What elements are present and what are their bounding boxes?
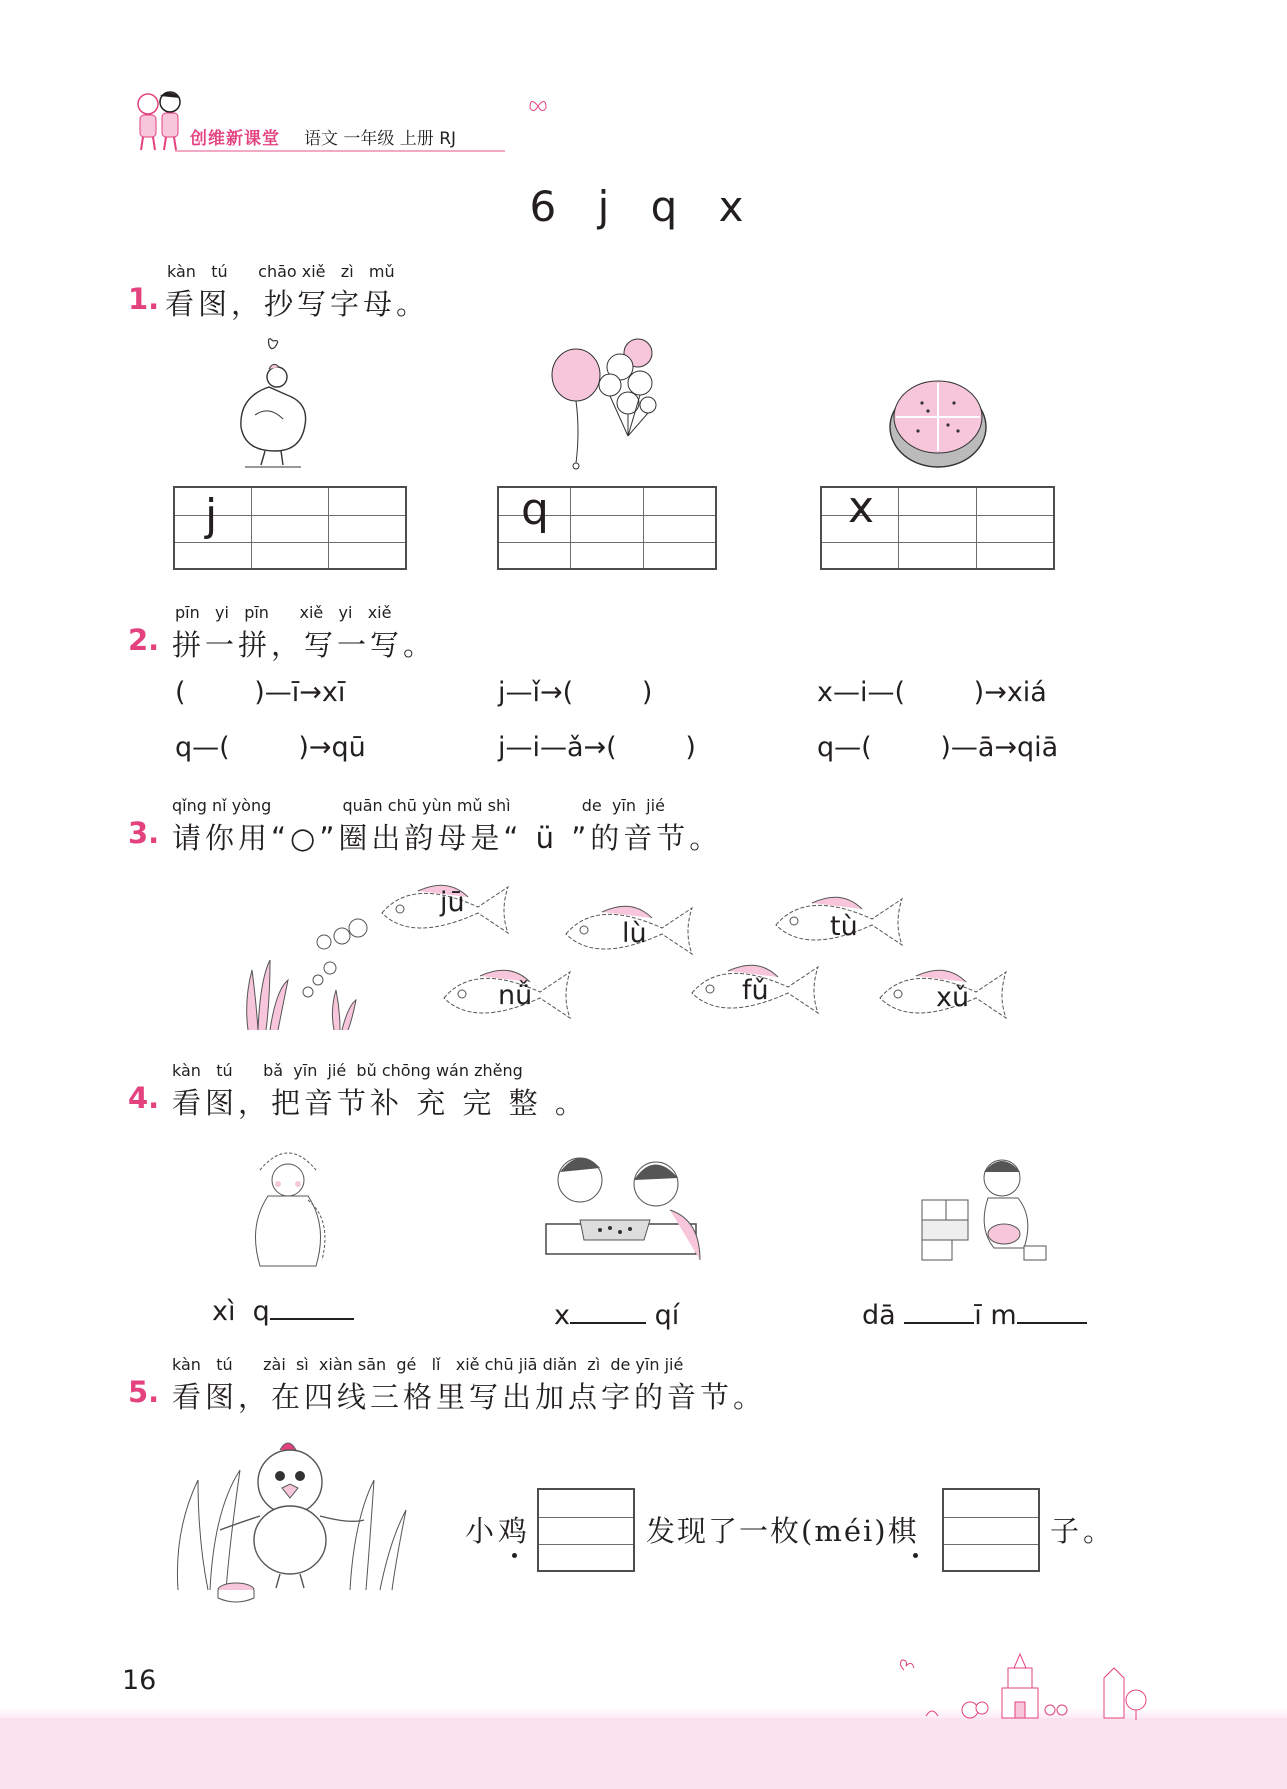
q2-instruction: 拼一拼，写一写。 (172, 628, 437, 662)
q3-instruction: 请你用“○”圈出韵母是“ ü ”的音节。 (172, 821, 723, 855)
child-blocks-illustration (918, 1150, 1048, 1266)
header-subtitle: 语文 一年级 上册 RJ (304, 129, 457, 149)
q5-sentence-a: 小鸡 (465, 1514, 532, 1548)
children-chess-illustration (540, 1150, 710, 1266)
q4-answer-2[interactable]: x qí (554, 1300, 680, 1331)
q2-pinyin: pīn yi pīn xiě yi xiě (175, 603, 392, 622)
q4-blank-3[interactable] (904, 1322, 974, 1324)
header-divider (175, 150, 505, 152)
q5-sentence-c: 子。 (1050, 1514, 1117, 1548)
q5-sentence-b: 发现了一枚(méi)棋 (646, 1514, 919, 1548)
fish-tu[interactable] (772, 887, 912, 957)
q5-answer-box-1[interactable] (537, 1488, 635, 1572)
letter-q: q (521, 484, 549, 535)
q4-instruction: 看图，把音节补 充 完 整 。 (172, 1086, 588, 1120)
q1-pinyin: kàn tú chāo xiě zì mǔ (167, 262, 395, 281)
watermelon-illustration (888, 375, 988, 470)
q5-pinyin: kàn tú zài sì xiàn sān gé lǐ xiě chū jiā diǎn zì de yīn jié (172, 1355, 684, 1374)
emphasis-dot-2 (913, 1553, 918, 1558)
footer-band (0, 1718, 1287, 1789)
opera-figure-illustration (238, 1140, 338, 1270)
q4-blank-1[interactable] (270, 1318, 354, 1320)
q3-pinyin: qǐng nǐ yòng quān chū yùn mǔ shì de yīn jié (172, 796, 665, 815)
fish-label-lu: lù (622, 918, 647, 949)
fish-label-nv: nǚ (498, 980, 533, 1011)
q4-blank-4[interactable] (1017, 1322, 1087, 1324)
q2-number: 2. (128, 623, 160, 657)
q1-instruction: 看图，抄写字母。 (165, 287, 430, 321)
q2-item-1[interactable]: ( )—ī→xī (175, 677, 346, 708)
q2-item-3[interactable]: x—i—( )→xiá (817, 677, 1047, 708)
lesson-title: 6 j q x (529, 182, 758, 231)
q2-item-6[interactable]: q—( )—ā→qiā (817, 732, 1059, 763)
q4-answer-3[interactable]: dā ī m (862, 1300, 1087, 1331)
q1-grid-q[interactable] (497, 486, 717, 570)
letter-x: x (848, 482, 875, 533)
q5-instruction: 看图，在四线三格里写出加点字的音节。 (172, 1380, 767, 1414)
castle-icon (890, 1650, 1170, 1722)
q4-answer-1[interactable]: xì q (212, 1296, 354, 1327)
q3-number: 3. (128, 816, 160, 850)
fish-lu[interactable] (562, 896, 702, 966)
q2-item-5[interactable]: j—i—ǎ→( ) (498, 732, 696, 763)
q4-number: 4. (128, 1081, 160, 1115)
q5-number: 5. (128, 1375, 160, 1409)
q5-answer-box-2[interactable] (942, 1488, 1040, 1572)
emphasis-dot-1 (512, 1553, 517, 1558)
butterfly-icon (528, 98, 548, 114)
balloons-illustration (548, 333, 658, 473)
q1-grid-x[interactable] (820, 482, 1055, 570)
chick-illustration (170, 1430, 410, 1630)
seaweed-illustration (238, 870, 378, 1030)
q1-grid-j[interactable] (173, 486, 407, 570)
fish-nv[interactable] (440, 960, 580, 1030)
fish-label-ju: jū (440, 887, 465, 918)
q1-number: 1. (128, 282, 160, 316)
fish-ju[interactable] (378, 875, 518, 945)
letter-j: j (205, 490, 218, 541)
q4-pinyin: kàn tú bǎ yīn jié bǔ chōng wán zhěng (172, 1061, 523, 1080)
header-mascot-icon (128, 88, 188, 154)
page-number: 16 (122, 1665, 157, 1696)
q4-blank-2[interactable] (570, 1322, 646, 1324)
hen-illustration (225, 335, 315, 470)
header-brand: 创维新课堂 (190, 129, 280, 149)
q2-item-4[interactable]: q—( )→qū (175, 732, 366, 763)
fish-label-tu: tù (830, 911, 858, 942)
fish-xu[interactable] (876, 960, 1016, 1030)
q2-item-2[interactable]: j—ǐ→( ) (498, 677, 653, 708)
fish-label-fu: fǔ (742, 975, 769, 1006)
fish-fu[interactable] (688, 955, 828, 1025)
fish-label-xu: xǔ (936, 982, 970, 1013)
